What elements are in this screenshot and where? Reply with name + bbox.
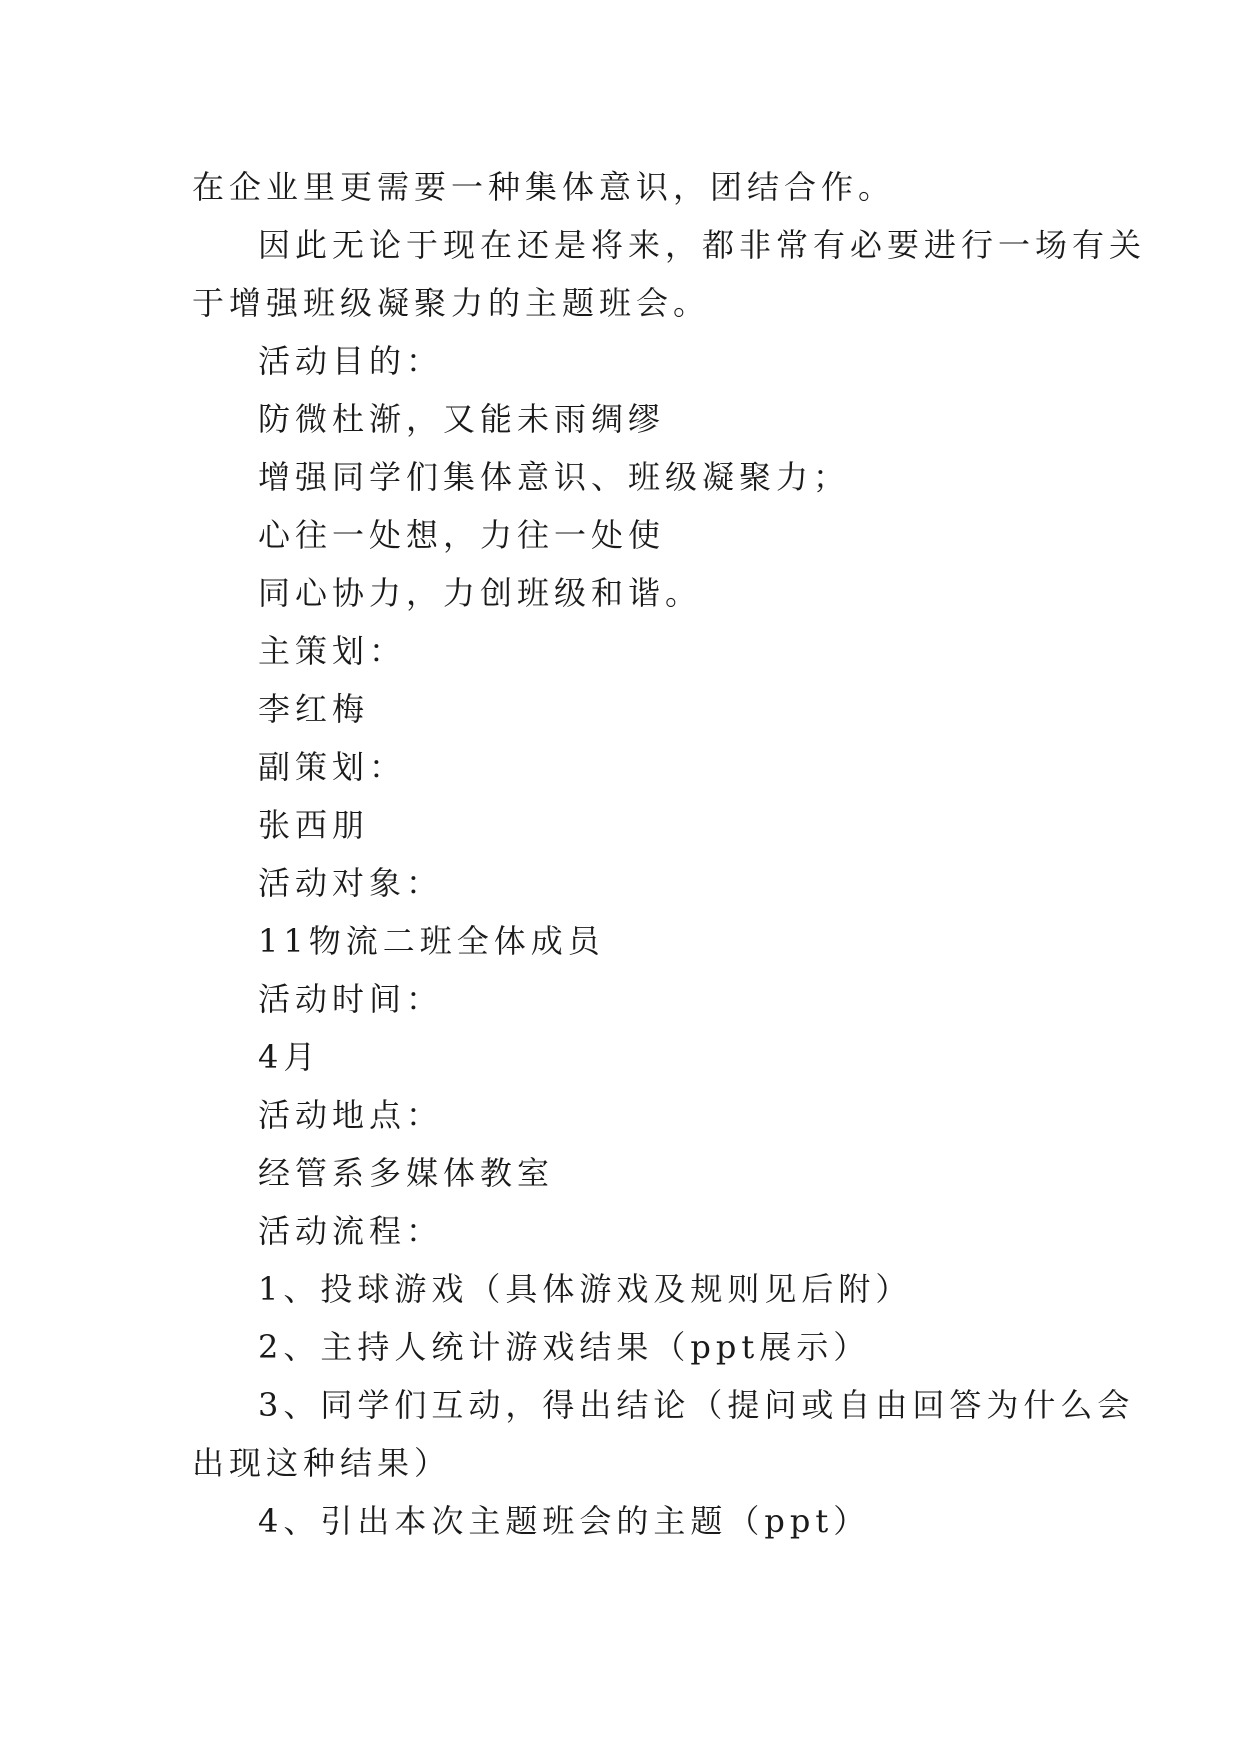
section-heading-main-planner: 主策划： [258,632,407,670]
section-heading-time: 活动时间： [258,980,444,1018]
section-heading-deputy-planner: 副策划： [258,748,407,786]
process-step: 1、投球游戏（具体游戏及规则见后附） [258,1270,913,1308]
time-value: 4月 [258,1038,321,1076]
deputy-planner-name: 张西朋 [258,806,370,844]
document-body [192,158,1147,1550]
purpose-item: 心往一处想，力往一处使 [258,516,666,554]
purpose-item: 增强同学们集体意识、班级凝聚力； [258,458,851,496]
section-heading-location: 活动地点： [258,1096,444,1134]
process-step: 4、引出本次主题班会的主题（ppt） [258,1502,871,1540]
section-heading-purpose: 活动目的： [258,342,444,380]
paragraph-line: 于增强班级凝聚力的主题班会。 [192,284,711,322]
section-heading-process: 活动流程： [258,1212,444,1250]
location-value: 经管系多媒体教室 [258,1154,555,1192]
process-step-continuation: 出现这种结果） [192,1444,452,1482]
process-step: 2、主持人统计游戏结果（ppt展示） [258,1328,871,1366]
section-heading-audience: 活动对象： [258,864,444,902]
paragraph-line: 在企业里更需要一种集体意识，团结合作。 [192,168,896,206]
purpose-item: 同心协力，力创班级和谐。 [258,574,703,612]
paragraph-line: 因此无论于现在还是将来，都非常有必要进行一场有关 [258,226,1147,264]
process-step: 3、同学们互动，得出结论（提问或自由回答为什么会 [258,1386,1135,1424]
audience-value: 11物流二班全体成员 [258,922,605,960]
main-planner-name: 李红梅 [258,690,370,728]
purpose-item: 防微杜渐，又能未雨绸缪 [258,400,666,438]
